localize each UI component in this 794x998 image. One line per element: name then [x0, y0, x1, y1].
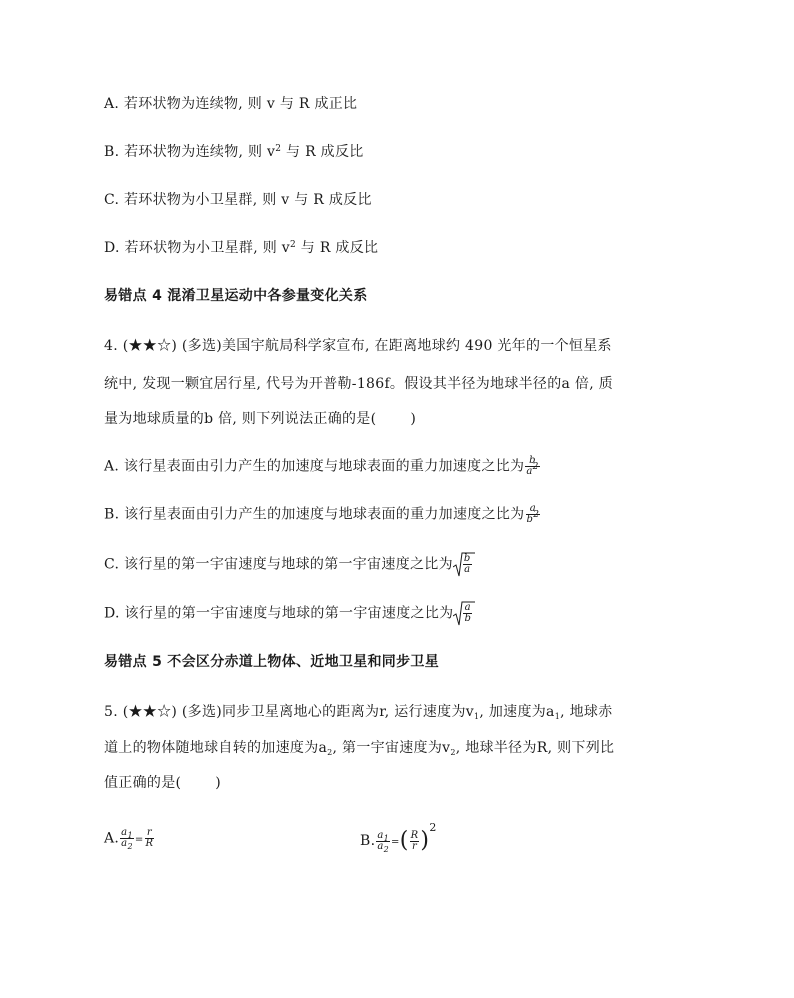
q4-option-c[interactable]: C. 该行星的第一宇宙速度与地球的第一宇宙速度之比为 $\frac{b}{a}$	[104, 554, 473, 575]
section-heading-5: 易错点 5 不会区分赤道上物体、近地卫星和同步卫星	[104, 654, 439, 670]
fraction-R-over-r: $\frac{R}{r}$	[410, 829, 419, 852]
q4-option-b[interactable]: B. 该行星表面由引力产生的加速度与地球表面的重力加速度之比为 $\frac{a}{b^2}$	[104, 503, 540, 525]
sqrt-a-over-b: $\frac{a}{b}$	[453, 603, 473, 624]
q3-option-b[interactable]: B. 若环状物为连续物, 则 $v^2$ 与 R 成反比	[104, 144, 364, 160]
q5-stem-line-2: 道上的物体随地球自转的加速度为$a_2$, 第一宇宙速度为$v_2$, 地球半径为R, 则下列比	[104, 740, 615, 757]
q4-stem-line-2: 统中, 发现一颗宜居行星, 代号为开普勒-186f。假设其半径为地球半径的a 倍, 质	[104, 376, 614, 392]
q5-stem-line-1: 5. (★★☆) (多选)同步卫星离地心的距离为r, 运行速度为$v_1$, 加速度为$a_1$, 地球赤	[104, 704, 613, 721]
q4-option-d[interactable]: D. 该行星的第一宇宙速度与地球的第一宇宙速度之比为 $\frac{a}{b}$	[104, 603, 473, 624]
fraction-a1-over-a2: $\frac{a_1}{a_2}$	[377, 829, 389, 854]
q4-stem-line-3: 量为地球质量的b 倍, 则下列说法正确的是( )	[104, 411, 417, 427]
sqrt-b-over-a: $\frac{b}{a}$	[453, 554, 473, 575]
fraction-b-over-a2: $\frac{b}{a^2}$	[526, 455, 539, 477]
q3-option-d[interactable]: D. 若环状物为小卫星群, 则 $v^2$ 与 R 成反比	[104, 240, 379, 256]
q3-option-c[interactable]: C. 若环状物为小卫星群, 则 v 与 R 成反比	[104, 192, 372, 208]
fraction-a-over-b2: $\frac{a}{b^2}$	[526, 503, 540, 525]
section-heading-4: 易错点 4 混淆卫星运动中各参量变化关系	[104, 288, 368, 304]
q5-option-a[interactable]: A. $\frac{a_1}{a_2}$ = $\frac{r}{R}$	[104, 827, 154, 851]
q4-stem-line-1: 4. (★★☆) (多选)美国宇航局科学家宣布, 在距离地球约 490 光年的一个恒星系	[104, 338, 612, 354]
q5-stem-line-3: 值正确的是( )	[104, 775, 222, 791]
q3-option-a[interactable]: A. 若环状物为连续物, 则 v 与 R 成正比	[104, 96, 358, 112]
fraction-a1-over-a2: $\frac{a_1}{a_2}$	[121, 827, 133, 851]
q5-option-b[interactable]: B. $\frac{a_1}{a_2}$ =( $\frac{R}{r}$ )$^2$	[360, 821, 437, 854]
fraction-r-over-R: $\frac{r}{R}$	[145, 827, 154, 849]
q4-option-a[interactable]: A. 该行星表面由引力产生的加速度与地球表面的重力加速度之比为 $\frac{b}{a^2}$	[104, 455, 539, 477]
